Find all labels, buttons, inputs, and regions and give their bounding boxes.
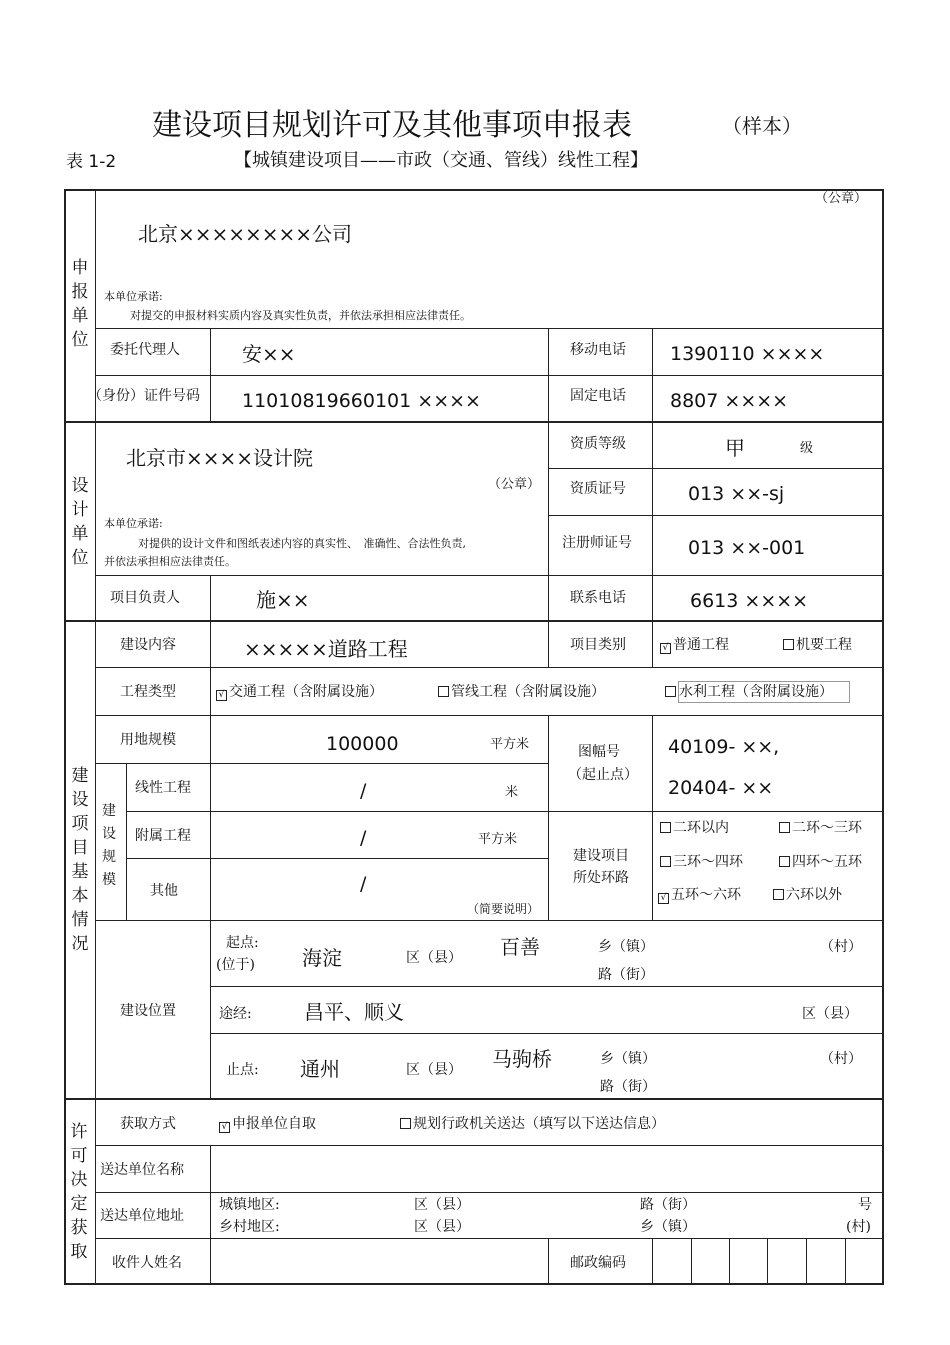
start-road-unit: 路（街） [598,967,654,983]
land-label: 用地规模 [120,732,176,748]
ring-label-1: 建设项目 [573,848,629,864]
type-option-traffic[interactable]: √ 交通工程（含附属设施） [216,685,383,700]
start-district[interactable]: 海淀 [302,946,342,970]
start-sub-label: (位于) [216,957,255,973]
via-district-unit: 区（县） [802,1006,858,1022]
start-town-unit: 乡（镇） [598,939,654,955]
id-label: （身份）证件号码 [88,388,200,404]
urban-district-unit: 区（县） [414,1197,470,1213]
ring-option-4[interactable]: 四环～五环 [779,855,862,869]
content-value[interactable]: ×××××道路工程 [244,637,408,661]
start-town[interactable]: 百善 [500,935,540,959]
permit-section-label: 许可决定获取 [70,1122,88,1262]
start-village-unit: （村） [820,939,862,955]
method-label: 获取方式 [120,1116,176,1132]
checkbox-empty-icon[interactable] [783,639,794,650]
map-label-1: 图幅号 [578,744,620,760]
method-option-self[interactable]: √ 申报单位自取 [219,1117,316,1132]
applicant-section-label: 申报单位 [71,258,89,350]
mobile-label: 移动电话 [570,342,626,358]
map-value-1[interactable]: 40109- ××, [668,736,780,758]
contact-label: 联系电话 [570,590,626,606]
designer-name[interactable]: 北京市××××设计院 [126,446,314,470]
end-town-unit: 乡（镇） [600,1051,656,1067]
postcode-label: 邮政编码 [570,1255,626,1271]
qual-unit: 级 [800,441,814,456]
designer-promise-text2: 并依法承担相应法律责任。 [104,555,236,568]
land-unit: 平方米 [490,737,530,752]
end-district-unit: 区（县） [406,1062,462,1078]
rural-village-unit: (村) [846,1219,871,1235]
checkbox-checked-icon[interactable]: √ [219,1122,230,1133]
mobile-value[interactable]: 1390110 ×××× [670,343,825,365]
ring-option-6[interactable]: 六环以外 [773,888,842,902]
id-value[interactable]: 11010819660101 ×××× [242,390,481,412]
scale-section-label: 建设规模 [102,803,116,888]
cert-value[interactable]: 013 ××-sj [688,483,785,505]
ring-label-2: 所处环路 [573,870,629,886]
phone-label: 固定电话 [570,388,626,404]
category-option-normal[interactable]: √ 普通工程 [660,638,729,653]
checkbox-checked-icon[interactable]: √ [660,643,671,654]
applicant-promise-title: 本单位承诺: [104,290,163,303]
ring-option-2[interactable]: 二环～三环 [779,821,862,835]
agent-label: 委托代理人 [110,342,180,358]
qual-value[interactable]: 甲 [725,436,745,460]
urban-label: 城镇地区: [219,1197,280,1213]
rural-label: 乡村地区: [219,1219,280,1235]
applicant-seal: （公章） [815,191,868,206]
ring-option-3[interactable]: 三环～四环 [660,855,743,869]
map-value-2[interactable]: 20404- ×× [668,777,774,799]
urban-number-unit: 号 [858,1197,872,1213]
reg-label: 注册师证号 [562,535,632,551]
checkbox-empty-icon[interactable] [779,856,790,867]
reg-value[interactable]: 013 ××-001 [688,537,806,559]
applicant-name[interactable]: 北京××××××××公司 [138,222,353,246]
checkbox-empty-icon[interactable] [779,822,790,833]
unit-name-label: 送达单位名称 [100,1162,184,1178]
contact-value[interactable]: 6613 ×××× [690,590,809,612]
end-road-unit: 路（街） [600,1079,656,1095]
designer-promise-title: 本单位承诺: [104,517,163,530]
start-label: 起点: [226,935,259,951]
rural-town-unit: 乡（镇） [640,1219,696,1235]
address-label: 送达单位地址 [100,1208,184,1224]
content-label: 建设内容 [120,637,176,653]
other-note: （简要说明） [467,902,540,916]
designer-promise-text1: 对提供的设计文件和图纸表述内容的真实性、 准确性、合法性负责, [138,537,466,550]
subtitle: 【城镇建设项目——市政（交通、管线）线性工程】 [234,150,648,171]
sample-tag: （样本） [722,114,802,138]
checkbox-empty-icon[interactable] [660,856,671,867]
land-value[interactable]: 100000 [326,733,399,755]
checkbox-empty-icon[interactable] [438,686,449,697]
category-label: 项目类别 [570,637,626,653]
checkbox-empty-icon[interactable] [773,889,784,900]
type-option-water[interactable]: 水利工程（含附属设施） [665,685,850,699]
rural-district-unit: 区（县） [414,1219,470,1235]
end-district[interactable]: 通州 [300,1057,340,1081]
type-label: 工程类型 [120,684,176,700]
other-value[interactable]: / [360,873,367,895]
start-district-unit: 区（县） [406,950,462,966]
via-label: 途经: [219,1006,252,1022]
manager-value[interactable]: 施×× [256,588,310,612]
checkbox-checked-icon[interactable]: √ [216,690,227,701]
ring-option-1[interactable]: 二环以内 [660,821,729,835]
location-label: 建设位置 [120,1003,176,1019]
other-label: 其他 [150,883,178,899]
basic-section-label: 建设项目基本情况 [71,766,89,954]
urban-road-unit: 路（街） [640,1197,696,1213]
category-option-secret[interactable]: 机要工程 [783,638,852,652]
end-town[interactable]: 马驹桥 [492,1047,552,1071]
applicant-promise-text: 对提交的申报材料实质内容及真实性负责，并依法承担相应法律责任。 [130,309,471,322]
checkbox-empty-icon[interactable] [660,822,671,833]
checkbox-checked-icon[interactable]: √ [658,893,669,904]
map-label-2: （起止点） [568,767,638,783]
annex-unit: 平方米 [478,832,518,847]
phone-value[interactable]: 8807 ×××× [670,390,789,412]
annex-value[interactable]: / [360,827,367,849]
linear-value[interactable]: / [360,780,367,802]
agent-value[interactable]: 安×× [242,342,296,366]
receiver-label: 收件人姓名 [112,1255,182,1271]
via-value[interactable]: 昌平、顺义 [304,1000,404,1024]
page-title: 建设项目规划许可及其他事项申报表 [152,108,632,143]
ring-option-5[interactable]: √ 五环～六环 [658,888,741,903]
linear-label: 线性工程 [135,780,191,796]
designer-section-label: 设计单位 [71,476,89,568]
cert-label: 资质证号 [570,481,626,497]
checkbox-empty-icon[interactable] [665,686,676,697]
linear-unit: 米 [505,785,519,800]
method-option-delivery[interactable]: 规划行政机关送达（填写以下送达信息） [400,1117,665,1131]
annex-label: 附属工程 [135,828,191,844]
end-label: 止点: [226,1062,259,1078]
type-option-pipeline[interactable]: 管线工程（含附属设施） [438,685,605,699]
qual-label: 资质等级 [570,436,626,452]
end-village-unit: （村） [820,1051,862,1067]
checkbox-empty-icon[interactable] [400,1118,411,1129]
designer-seal: （公章） [488,477,541,492]
manager-label: 项目负责人 [110,590,180,606]
table-number: 表 1-2 [66,152,117,172]
